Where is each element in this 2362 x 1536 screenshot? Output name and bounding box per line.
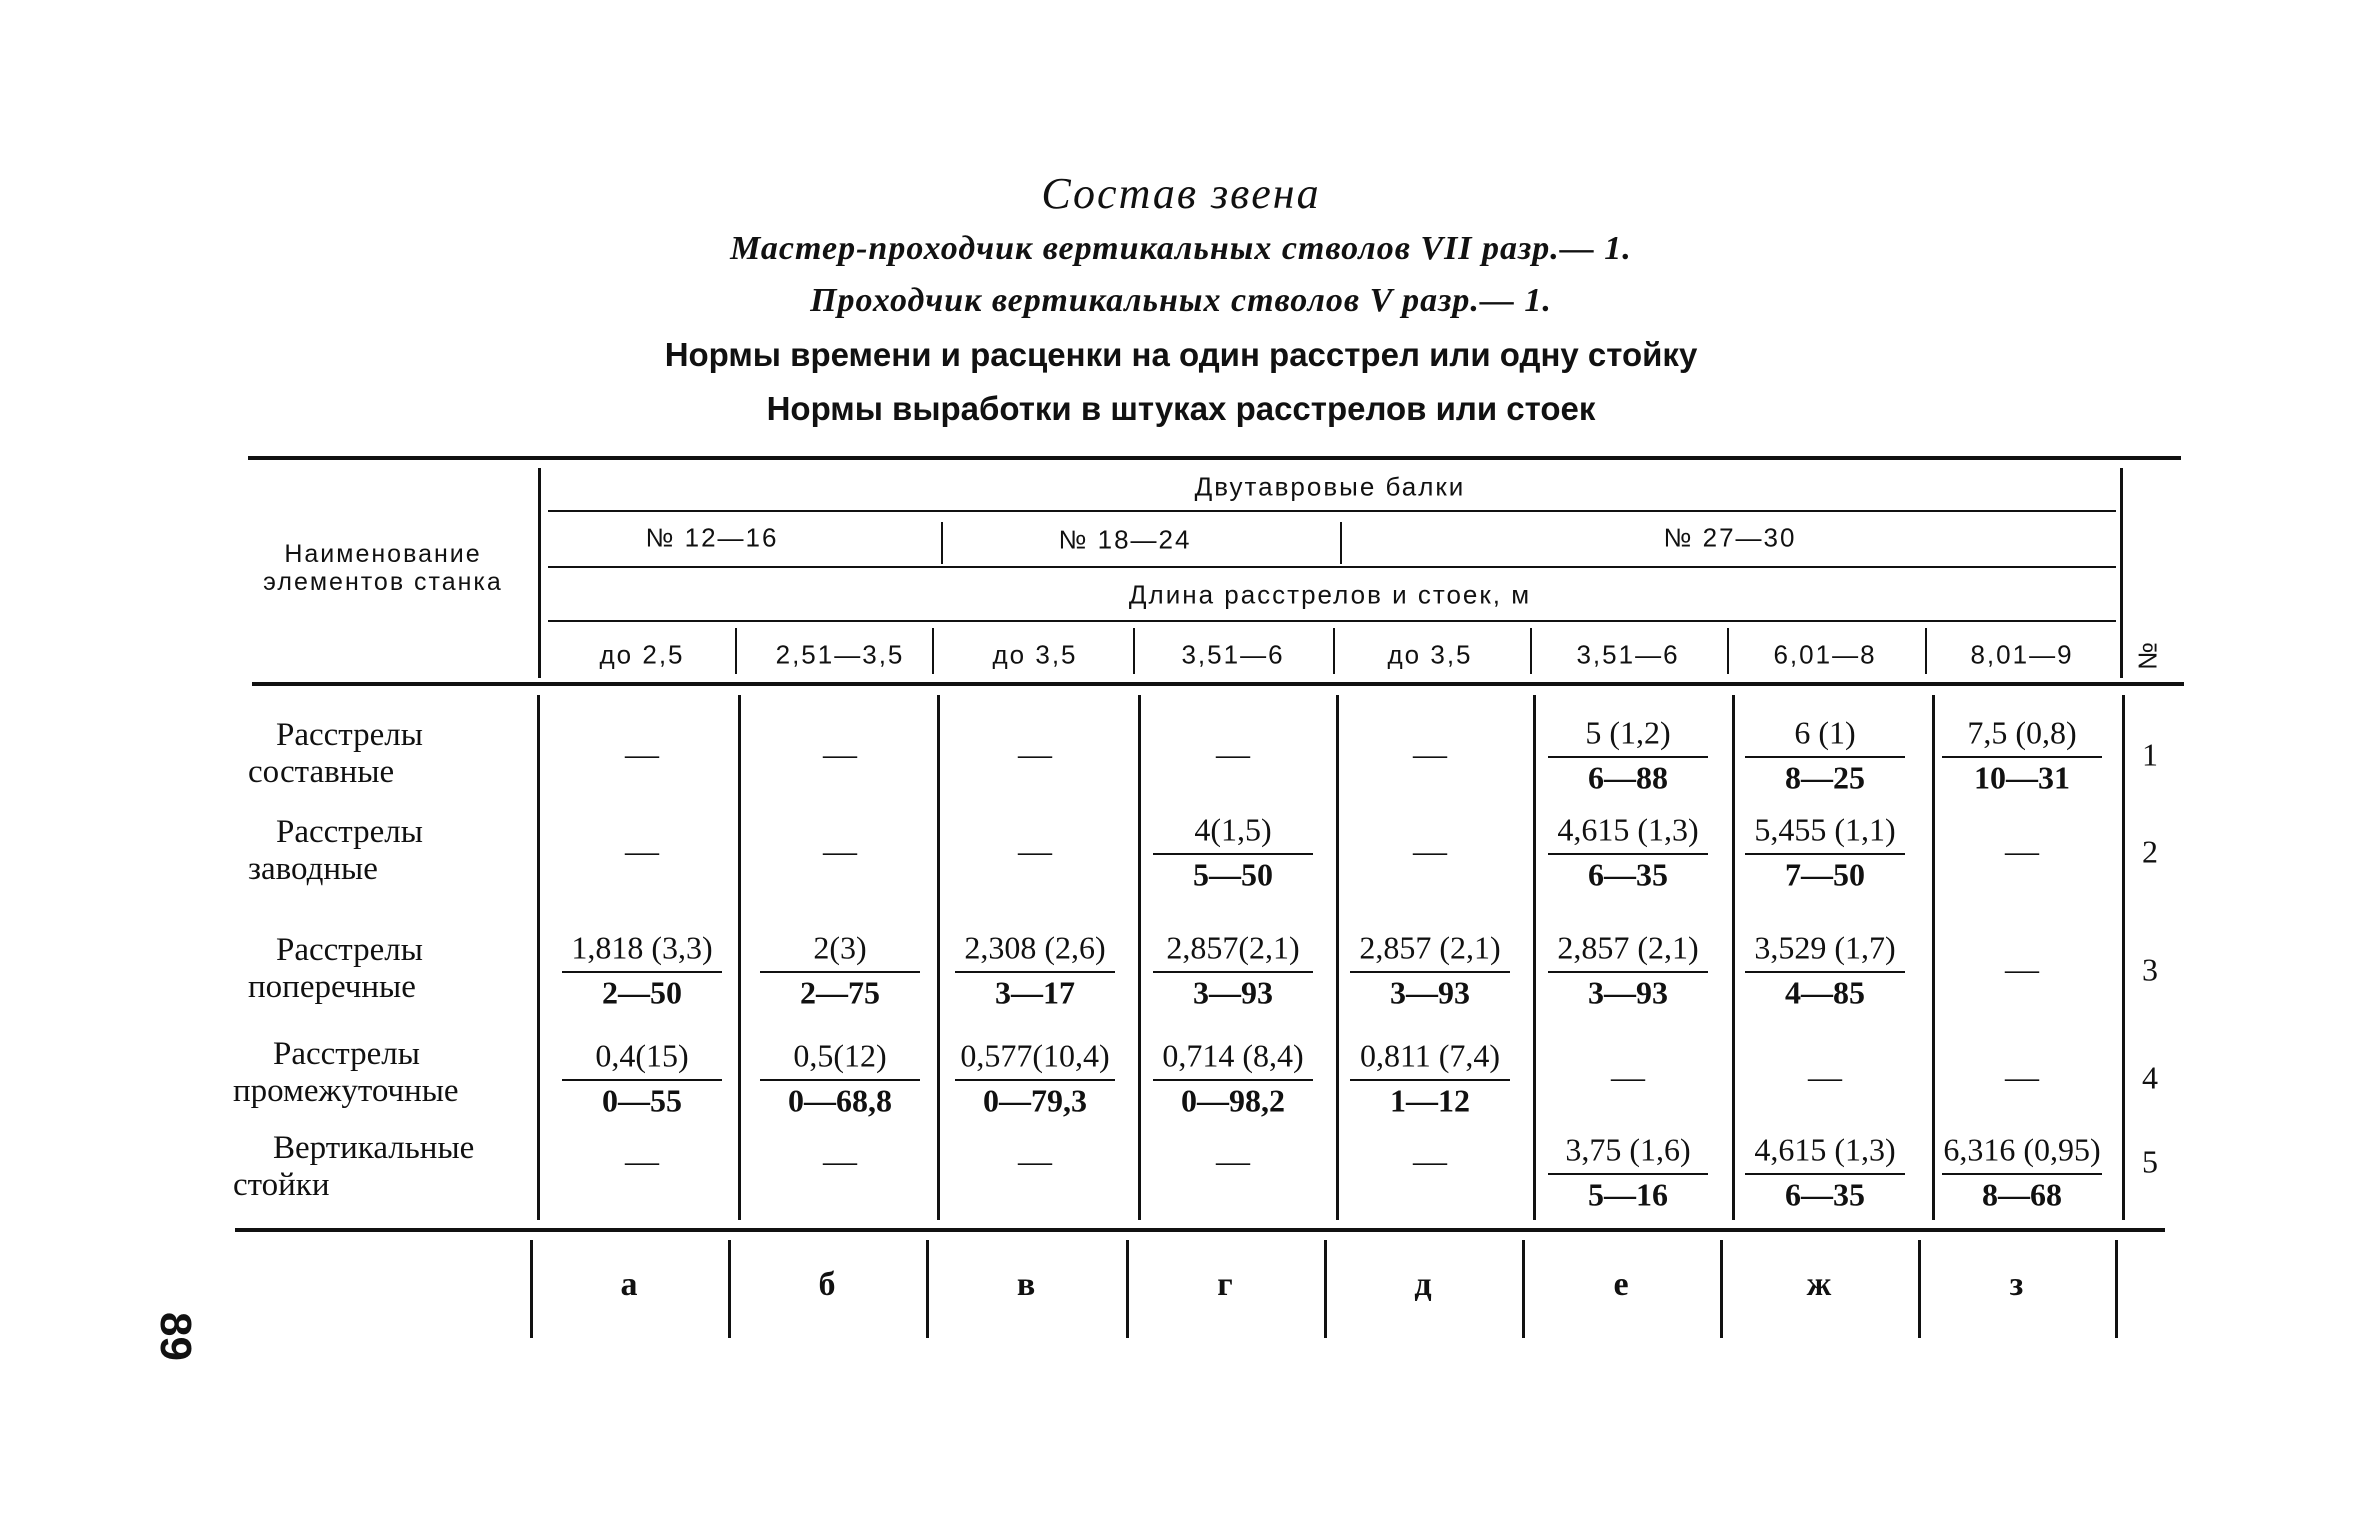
norm-time: 5 (1,2): [1585, 714, 1671, 751]
letter-divider: [1324, 1240, 1327, 1338]
empty-cell-dash: —: [1216, 1143, 1250, 1180]
column-header-divider: [1727, 628, 1729, 674]
column-header-divider: [1333, 628, 1335, 674]
subgroup-18-24: № 18—24: [1058, 524, 1192, 555]
rate: 8—68: [1982, 1176, 2062, 1213]
norm-time: 4(1,5): [1194, 811, 1272, 848]
empty-cell-dash: —: [1216, 736, 1250, 773]
fraction-bar: [1350, 1079, 1510, 1081]
empty-cell-dash: —: [1018, 736, 1052, 773]
column-header: 3,51—6: [1181, 639, 1285, 670]
fraction-bar: [760, 1079, 920, 1081]
letter-divider: [1522, 1240, 1525, 1338]
empty-cell-dash: —: [1808, 1059, 1842, 1096]
row-name: Расстрелы поперечные: [248, 932, 423, 1005]
column-letter: г: [1217, 1266, 1233, 1303]
table-top-rule: [248, 456, 2181, 460]
empty-cell-dash: —: [2005, 1059, 2039, 1096]
norm-time: 0,811 (7,4): [1359, 1037, 1501, 1074]
column-header: до 2,5: [599, 639, 685, 670]
fraction-bar: [1548, 971, 1708, 973]
rate: 4—85: [1785, 974, 1865, 1011]
empty-cell-dash: —: [2005, 833, 2039, 870]
subgroup-27-30: № 27—30: [1663, 522, 1797, 553]
norm-time: 0,5(12): [793, 1037, 887, 1074]
crew-line-1: Мастер-проходчик вертикальных стволов VII разр.— 1.: [730, 230, 1632, 267]
fraction-bar: [1745, 756, 1905, 758]
fraction-bar: [955, 971, 1115, 973]
rate: 3—93: [1193, 974, 1273, 1011]
fraction-bar: [1548, 853, 1708, 855]
row-number-header: №: [2132, 640, 2163, 670]
norm-time: 2,308 (2,6): [964, 929, 1106, 966]
column-header: 2,51—3,5: [775, 639, 905, 670]
table-bottom-rule: [235, 1228, 2165, 1232]
norms-subtitle-2: Нормы выработки в штуках расстрелов или стоек: [766, 390, 1596, 427]
length-rule: [548, 620, 2116, 622]
column-header-divider: [1925, 628, 1927, 674]
empty-cell-dash: —: [625, 833, 659, 870]
subgroup-divider-1: [941, 522, 943, 564]
fraction-bar: [1942, 1173, 2102, 1175]
row-name: Расстрелы промежуточные: [233, 1036, 459, 1109]
fraction-bar: [1745, 971, 1905, 973]
name-column-header: Наименование элементов станка: [263, 540, 503, 596]
group-header: Двутавровые балки: [1194, 471, 1466, 502]
column-letter: б: [818, 1266, 836, 1303]
empty-cell-dash: —: [1018, 1143, 1052, 1180]
row-number: 5: [2142, 1143, 2158, 1180]
fraction-bar: [1153, 853, 1313, 855]
column-letter: ж: [1806, 1266, 1832, 1303]
letter-divider: [530, 1240, 533, 1338]
rate: 6—35: [1588, 856, 1668, 893]
group-rule: [548, 510, 2116, 512]
empty-cell-dash: —: [1413, 833, 1447, 870]
rate: 0—79,3: [983, 1082, 1087, 1119]
rate: 2—50: [602, 974, 682, 1011]
fraction-bar: [955, 1079, 1115, 1081]
column-header: до 3,5: [992, 639, 1078, 670]
empty-cell-dash: —: [625, 1143, 659, 1180]
column-divider: [1732, 695, 1735, 1220]
column-header: 6,01—8: [1773, 639, 1877, 670]
empty-cell-dash: —: [823, 736, 857, 773]
column-header-divider: [735, 628, 737, 674]
fraction-bar: [1350, 971, 1510, 973]
page-title: Состав звена: [1041, 169, 1321, 218]
crew-line-2: Проходчик вертикальных стволов V разр.— 1.: [810, 282, 1552, 319]
rate: 6—88: [1588, 759, 1668, 796]
row-name: Расстрелы составные: [248, 717, 423, 790]
fraction-bar: [562, 1079, 722, 1081]
norm-time: 6,316 (0,95): [1943, 1131, 2101, 1168]
column-header: 8,01—9: [1970, 639, 2074, 670]
column-divider: [1138, 695, 1141, 1220]
norm-time: 2,857 (2,1): [1359, 929, 1501, 966]
fraction-bar: [1153, 1079, 1313, 1081]
letter-divider: [1720, 1240, 1723, 1338]
header-left-divider: [538, 468, 541, 678]
norm-time: 7,5 (0,8): [1967, 714, 2077, 751]
rate: 1—12: [1390, 1082, 1470, 1119]
column-divider: [738, 695, 741, 1220]
empty-cell-dash: —: [823, 1143, 857, 1180]
norm-time: 5,455 (1,1): [1754, 811, 1896, 848]
empty-cell-dash: —: [2005, 951, 2039, 988]
norm-time: 2(3): [813, 929, 867, 966]
column-divider: [1533, 695, 1536, 1220]
column-header: 3,51—6: [1576, 639, 1680, 670]
rate: 2—75: [800, 974, 880, 1011]
row-name: Вертикальные стойки: [233, 1130, 475, 1203]
empty-cell-dash: —: [1413, 1143, 1447, 1180]
empty-cell-dash: —: [1611, 1059, 1645, 1096]
norm-time: 4,615 (1,3): [1557, 811, 1699, 848]
letter-divider: [926, 1240, 929, 1338]
rate: 8—25: [1785, 759, 1865, 796]
norm-time: 2,857(2,1): [1166, 929, 1300, 966]
column-divider: [537, 695, 540, 1220]
column-letter: а: [620, 1266, 638, 1303]
norm-time: 3,529 (1,7): [1754, 929, 1896, 966]
rate: 6—35: [1785, 1176, 1865, 1213]
row-number: 1: [2142, 736, 2158, 773]
fraction-bar: [1548, 756, 1708, 758]
column-divider: [937, 695, 940, 1220]
column-divider: [2122, 695, 2125, 1220]
fraction-bar: [760, 971, 920, 973]
fraction-bar: [1745, 853, 1905, 855]
rate: 3—93: [1588, 974, 1668, 1011]
row-number: 2: [2142, 833, 2158, 870]
column-letter: в: [1016, 1266, 1036, 1303]
column-letter: д: [1414, 1266, 1432, 1303]
norm-time: 4,615 (1,3): [1754, 1131, 1896, 1168]
letter-divider: [2115, 1240, 2118, 1338]
empty-cell-dash: —: [823, 833, 857, 870]
rate: 7—50: [1785, 856, 1865, 893]
rate: 3—93: [1390, 974, 1470, 1011]
letter-divider: [728, 1240, 731, 1338]
column-header-divider: [1133, 628, 1135, 674]
fraction-bar: [1548, 1173, 1708, 1175]
column-header-divider: [1530, 628, 1532, 674]
length-header: Длина расстрелов и стоек, м: [1128, 579, 1532, 610]
rate: 0—98,2: [1181, 1082, 1285, 1119]
rate: 5—16: [1588, 1176, 1668, 1213]
row-name: Расстрелы заводные: [248, 814, 423, 887]
norm-time: 3,75 (1,6): [1565, 1131, 1691, 1168]
norm-time: 0,4(15): [595, 1037, 689, 1074]
norm-time: 0,714 (8,4): [1162, 1037, 1304, 1074]
column-divider: [1336, 695, 1339, 1220]
subgroup-12-16: № 12—16: [645, 522, 779, 553]
column-divider: [1932, 695, 1935, 1220]
rate: 5—50: [1193, 856, 1273, 893]
rate: 10—31: [1974, 759, 2070, 796]
letter-divider: [1918, 1240, 1921, 1338]
norm-time: 6 (1): [1794, 714, 1856, 751]
header-bottom-rule: [252, 682, 2184, 686]
rate: 3—17: [995, 974, 1075, 1011]
norm-time: 1,818 (3,3): [571, 929, 713, 966]
letter-divider: [1126, 1240, 1129, 1338]
fraction-bar: [1745, 1173, 1905, 1175]
column-header: до 3,5: [1387, 639, 1473, 670]
empty-cell-dash: —: [1018, 833, 1052, 870]
norms-subtitle-1: Нормы времени и расценки на один расстрел или одну стойку: [664, 336, 1698, 373]
fraction-bar: [562, 971, 722, 973]
row-number: 3: [2142, 951, 2158, 988]
subgroup-rule: [548, 566, 2116, 568]
empty-cell-dash: —: [1413, 736, 1447, 773]
column-header-divider: [932, 628, 934, 674]
column-letter: з: [2009, 1266, 2024, 1303]
norm-time: 2,857 (2,1): [1557, 929, 1699, 966]
rate: 0—68,8: [788, 1082, 892, 1119]
rate: 0—55: [602, 1082, 682, 1119]
column-letter: е: [1613, 1266, 1629, 1303]
page-number: 89: [151, 1312, 200, 1361]
fraction-bar: [1942, 756, 2102, 758]
row-number: 4: [2142, 1059, 2158, 1096]
subgroup-divider-2: [1340, 522, 1342, 564]
empty-cell-dash: —: [625, 736, 659, 773]
fraction-bar: [1153, 971, 1313, 973]
norm-time: 0,577(10,4): [960, 1037, 1110, 1074]
header-right-divider: [2120, 468, 2123, 678]
